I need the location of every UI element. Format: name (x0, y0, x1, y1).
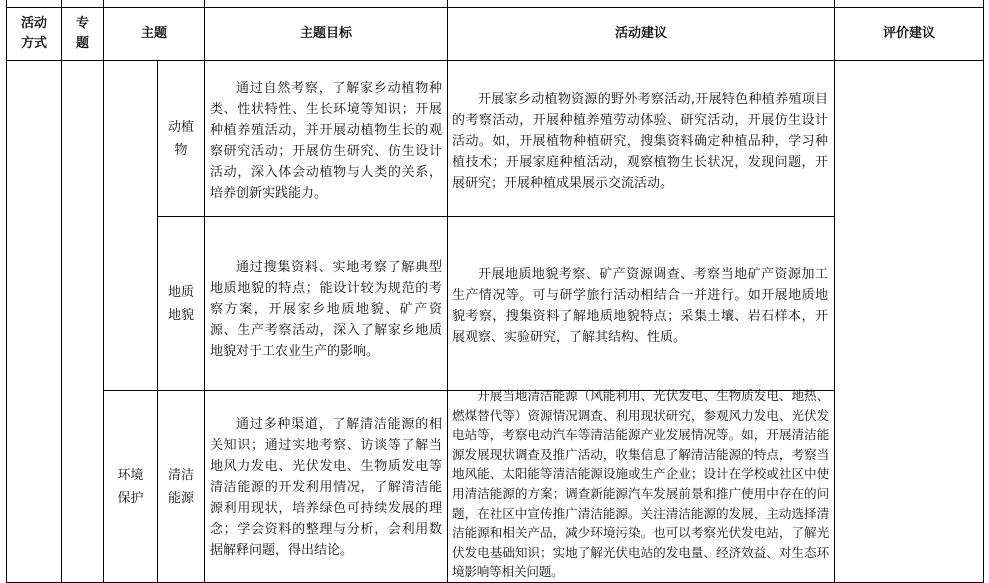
row1-subtopic-text: 动植 物 (167, 119, 194, 158)
header-theme-text: 主题 (140, 26, 167, 41)
col-line-5 (447, 0, 448, 583)
row3-suggestion: 开展当地清洁能源（风能利用、光伏发电、生物质发电、地热、燃煤替代等）资源情况调查、利用现状研究，参观风力发电、光伏发电站等，考察电动汽车等清洁能源产业发展情况等。如，开展清洁能源发展现状调查及推广活动，收集信息了解清洁能源的特点，考察当地风能、太阳能等清洁能源设施或生产企业；设计在学校或社区中使用清洁能源的方案；调查新能源汽车发展前景和推广使用中存在的问题，在社区中宣传推广清洁能源。关注清洁能源的发展，主动选择清洁能源和相关产品，减少环境污染。也可以考察光伏发电站，了解光伏发电基础知识；实地了解光伏电站的发电量、经济效益、对生态环境影响等相关问题。 (452, 388, 829, 580)
header-activity-mode-text: 活动 方式 (20, 16, 47, 51)
header-theme-goal (204, 7, 448, 61)
row-line-1 (157, 216, 835, 217)
header-activity-mode (6, 7, 62, 61)
header-theme (103, 7, 205, 61)
row3-subtopic (157, 390, 205, 583)
row1-goal: 通过自然考察，了解家乡动植物种类、性状特性、生长环境等知识；开展种植养殖活动，并开展动植物生长的观察研究活动；开展仿生研究、仿生设计活动，深入体会动植物与人类的关系，培养创新实践能力。 (210, 81, 442, 201)
row1-suggestion: 开展家乡动植物资源的野外考察活动,开展特色种植养殖项目的考察活动，开展种植养殖劳动体验、研究活动，开展仿生设计活动。如，开展植物种植研究，搜集资料确定种植品种，学习种植技术；开展家庭种植活动，观察植物生长状况，发现问题，开展研究；开展种植成果展示交流活动。 (452, 92, 828, 191)
row3-subtopic-text: 清洁 能源 (167, 467, 194, 506)
header-evaluation-suggestion-text: 评价建议 (882, 26, 935, 41)
row3-goal: 通过多种渠道，了解清洁能源的相关知识；通过实地考察、访谈等了解当地风力发电、光伏发电、生物质发电等清洁能源的开发利用情况，了解清洁能源利用现状，培养绿色可持续发展的理念；学会资料的整理与分析，会利用数据解释问题，得出结论。 (210, 417, 442, 558)
header-theme-goal-text: 主题目标 (299, 26, 352, 41)
header-activity-suggestion (447, 7, 835, 61)
row2-subtopic (157, 216, 205, 391)
col-line-1 (61, 0, 62, 583)
row2-suggestion: 开展地质地貌考察、矿产资源调查、考察当地矿产资源加工生产情况等。可与研学旅行活动相结合一并进行。如开展地质地貌考察，搜集资料了解地质地貌特点；采集土壤、岩石样本，开展观察、实验研究，了解其结构、性质。 (452, 267, 828, 345)
col-line-left (6, 0, 7, 583)
row2-subtopic-text: 地质 地貌 (167, 284, 194, 323)
row2-goal: 通过搜集资料、实地考察了解典型地质地貌的特点；能设计较为规范的考察方案，开展家乡地质地貌、矿产资源、生产考察活动，深入了解家乡地质地貌对于工农业生产的影响。 (210, 260, 442, 359)
header-activity-suggestion-text: 活动建议 (614, 26, 667, 41)
header-evaluation-suggestion (834, 7, 984, 61)
header-special-topic-text: 专 题 (75, 16, 89, 51)
col-line-6 (834, 0, 835, 583)
row3-topic-text: 环境 保护 (117, 467, 144, 506)
row3-topic (103, 390, 158, 583)
row1-subtopic (157, 60, 205, 217)
col-line-right (983, 0, 984, 583)
header-special-topic (61, 7, 104, 61)
